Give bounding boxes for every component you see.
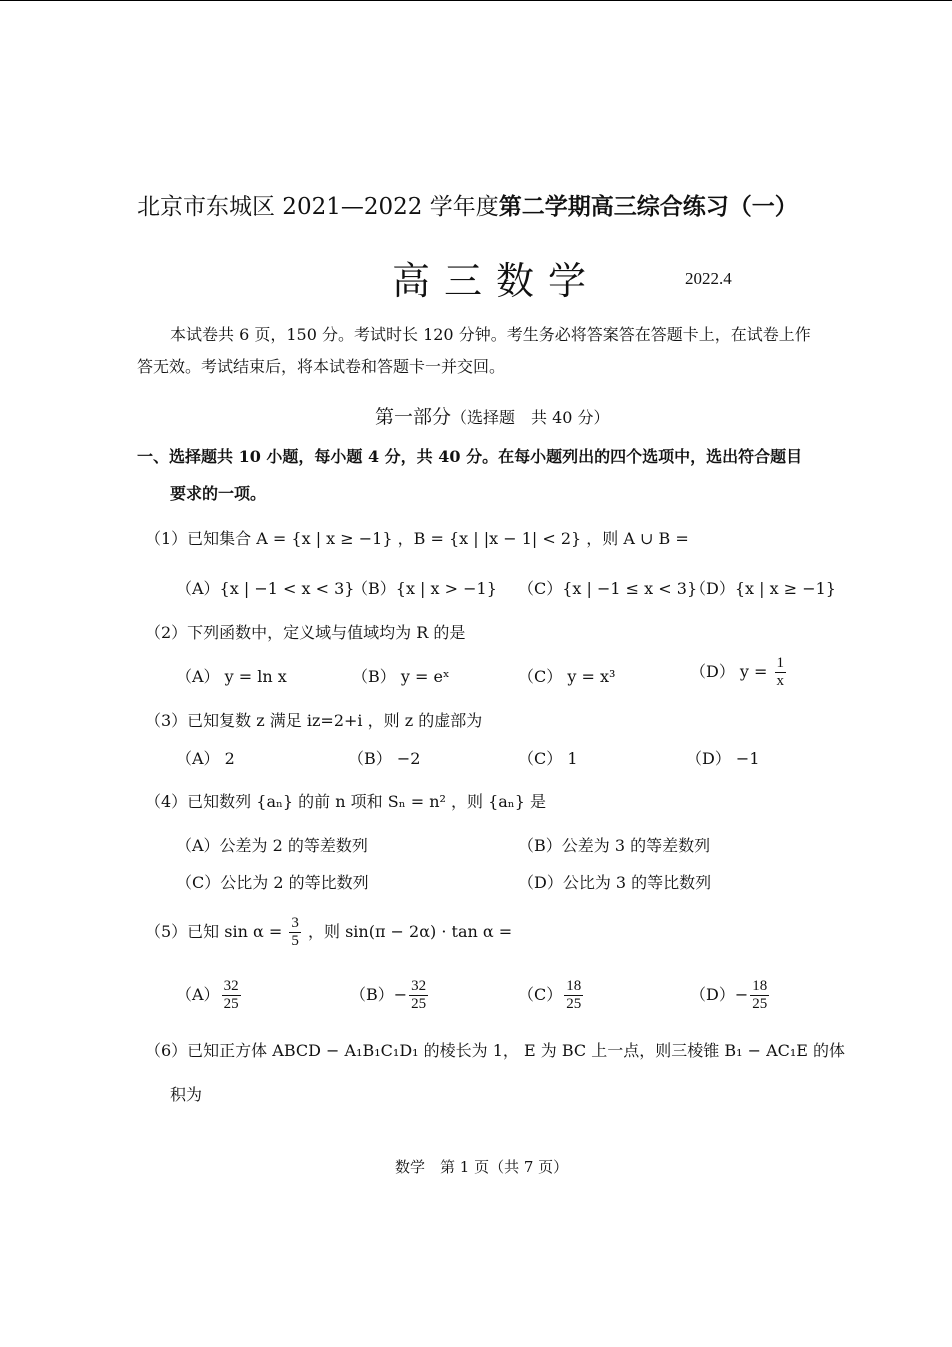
- question-4-option-d: （D）公比为 3 的等比数列: [518, 873, 712, 892]
- part-one-title: 第一部分: [375, 406, 452, 428]
- question-2-stem: （2）下列函数中，定义域与值域均为 R 的是: [145, 623, 466, 642]
- fraction-numerator: 18: [752, 978, 768, 994]
- question-4-option-c: （C）公比为 2 的等比数列: [176, 873, 369, 892]
- section-instruction-2: 要求的一项。: [170, 484, 267, 503]
- question-2-option-d-label: （D） y =: [690, 662, 768, 681]
- question-5-option-d: [690, 978, 771, 1013]
- exam-title-bold: 第二学期高三综合练习（一）: [498, 193, 798, 220]
- question-6-line-1: （6）已知正方体 ABCD − A₁B₁C₁D₁ 的棱长为 1， E 为 BC 上一点，则三棱锥 B₁ − AC₁E 的体: [145, 1041, 846, 1060]
- fraction-denominator: 25: [566, 996, 582, 1012]
- question-2-option-d: [690, 655, 788, 690]
- question-4-option-b: （B）公差为 3 的等差数列: [518, 836, 711, 855]
- question-2-option-c: （C） y = x³: [518, 667, 616, 686]
- option-fraction: [222, 978, 241, 1013]
- question-3-option-d: （D） −1: [686, 749, 760, 768]
- page-footer: 数学 第 1 页（共 7 页）: [395, 1158, 569, 1176]
- question-2-option-d-fraction: [775, 655, 787, 690]
- subject-title: 高三数学: [392, 259, 601, 303]
- question-1-option-b: （B）{x | x > −1}: [352, 579, 497, 598]
- question-1-option-d: （D）{x | x ≥ −1}: [690, 579, 836, 598]
- option-label: （D）: [690, 985, 735, 1004]
- part-one-subtitle: （选择题 共 40 分）: [451, 408, 610, 427]
- question-5-stem-post: ，则 sin(π − 2α) · tan α =: [307, 922, 513, 941]
- question-5-stem: [145, 915, 512, 950]
- fraction-denominator: 25: [223, 996, 239, 1012]
- question-1-option-c: （C）{x | −1 ≤ x < 3}: [518, 579, 698, 598]
- fraction-numerator: 32: [223, 978, 239, 994]
- option-fraction: [409, 978, 428, 1013]
- part-one-heading: [375, 402, 610, 429]
- question-3-stem: （3）已知复数 z 满足 iz=2+i ，则 z 的虚部为: [145, 711, 483, 730]
- question-1-option-a: （A）{x | −1 < x < 3}: [176, 579, 355, 598]
- notice-line-2: 答无效。考试结束后，将本试卷和答题卡一并交回。: [137, 357, 506, 376]
- question-5-option-c: [518, 978, 585, 1013]
- fraction-numerator: 18: [566, 978, 582, 994]
- fraction-numerator: 1: [776, 655, 785, 671]
- question-5-stem-fraction: [289, 915, 301, 950]
- question-6-line-2: 积为: [170, 1085, 203, 1104]
- question-3-option-b: （B） −2: [348, 749, 421, 768]
- fraction-denominator: 5: [291, 933, 299, 949]
- option-fraction: [750, 978, 769, 1013]
- question-4-stem: （4）已知数列 {aₙ} 的前 n 项和 Sₙ = n² ，则 {aₙ} 是: [145, 792, 546, 811]
- question-5-stem-pre: （5）已知 sin α =: [145, 922, 283, 941]
- question-5-option-b: [350, 978, 430, 1013]
- question-3-option-c: （C） 1: [518, 749, 578, 768]
- fraction-denominator: 25: [411, 996, 427, 1012]
- exam-date: 2022.4: [685, 269, 732, 288]
- exam-title: [137, 188, 798, 221]
- fraction-denominator: x: [776, 673, 785, 689]
- question-2-option-a: （A） y = ln x: [176, 667, 287, 686]
- option-sign: −: [393, 985, 408, 1004]
- fraction-numerator: 3: [291, 915, 299, 931]
- option-label: （B）: [350, 985, 394, 1004]
- top-rule: [0, 0, 952, 1]
- question-1-stem: （1）已知集合 A = {x | x ≥ −1} ，B = {x | |x − 1| < 2} ，则 A ∪ B =: [145, 529, 689, 548]
- fraction-numerator: 32: [411, 978, 427, 994]
- fraction-denominator: 25: [752, 996, 768, 1012]
- question-2-option-b: （B） y = eˣ: [352, 667, 450, 686]
- option-fraction: [564, 978, 583, 1013]
- question-3-option-a: （A） 2: [176, 749, 235, 768]
- exam-title-regular: 北京市东城区 2021—2022 学年度: [137, 194, 499, 220]
- option-label: （A）: [176, 985, 220, 1004]
- question-5-option-a: [176, 978, 243, 1013]
- option-sign: −: [734, 985, 749, 1004]
- section-instruction-1: 一、选择题共 10 小题，每小题 4 分，共 40 分。在每小题列出的四个选项中，选出符合题目: [137, 447, 803, 466]
- notice-line-1: 本试卷共 6 页，150 分。考试时长 120 分钟。考生务必将答案答在答题卡上，在试卷上作: [170, 325, 811, 344]
- option-label: （C）: [518, 985, 563, 1004]
- question-4-option-a: （A）公差为 2 的等差数列: [176, 836, 368, 855]
